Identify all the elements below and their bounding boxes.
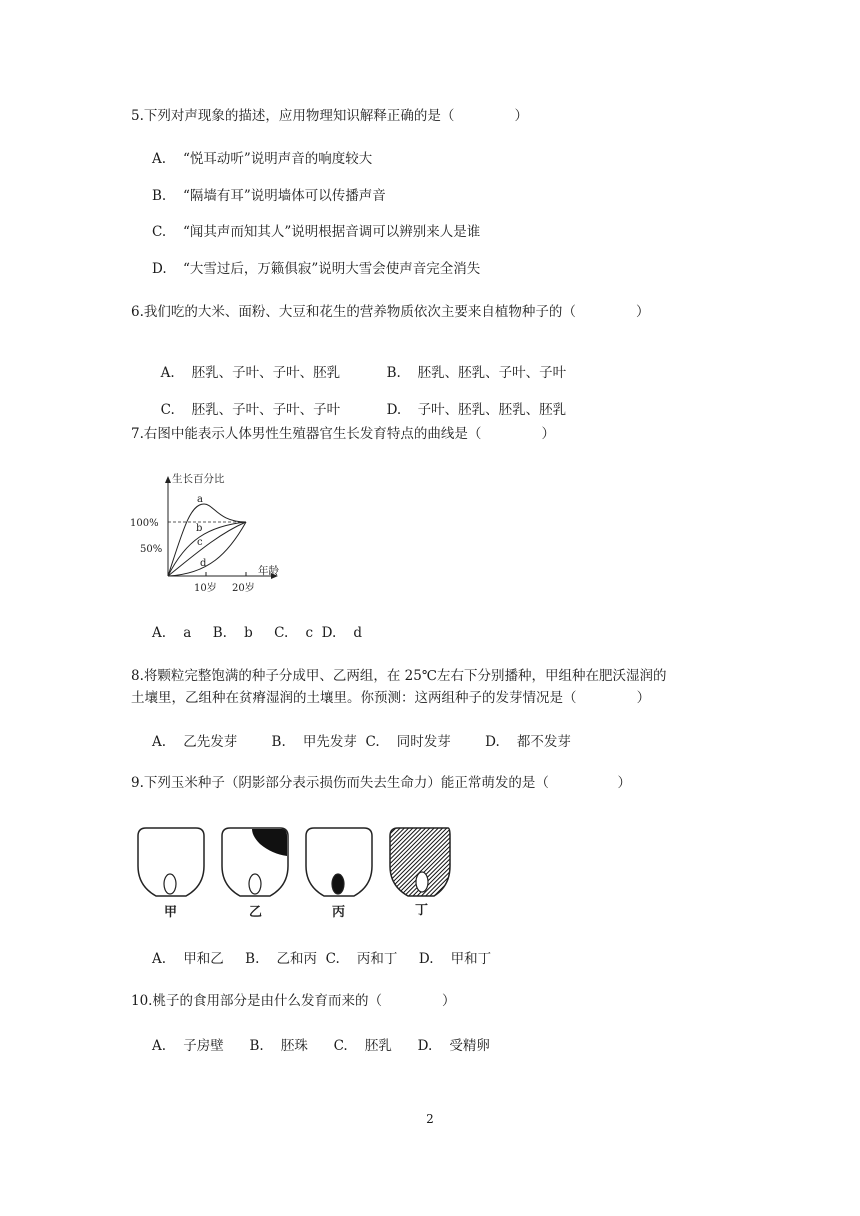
q7-stem: 7.右图中能表示人体男性生殖器官生长发育特点的曲线是（ ） [131,426,555,442]
option-letter: B. [152,188,167,204]
seed-yi [222,828,288,896]
option-text: 胚乳、胚乳、子叶、子叶 [417,365,567,381]
q6-stem: 6.我们吃的大米、面粉、大豆和花生的营养物质依次主要来自植物种子的（ ） [131,304,650,320]
option-text: “隔墙有耳”说明墙体可以传播声音 [183,188,386,204]
curve-label-a: a [197,494,203,505]
y-axis-arrow [165,476,171,483]
x-tick-label: 10岁 [194,583,217,594]
seed-label: 甲 [164,905,178,918]
page-number: 2 [426,1112,434,1126]
q8-stem-line1: 8.将颗粒完整饱满的种子分成甲、乙两组，在 25℃左右下分别播种，甲组种在肥沃湿润的 [131,668,667,684]
curve-label-c: c [197,537,203,548]
seed-jia [138,828,204,896]
q8-options: A. 乙先发芽 B. 甲先发芽 C. 同时发芽 D. 都不发芽 [152,734,571,750]
seed-label: 丙 [332,905,346,918]
option-letter: A. [152,151,167,167]
curve-label-d: d [200,558,207,569]
y-tick-label: 50% [140,544,163,555]
option-letter: D. [386,402,402,418]
curve-label-b: b [196,523,203,534]
option-text: 胚乳、子叶、子叶、胚乳 [191,365,341,381]
option-text: 胚乳、子叶、子叶、子叶 [191,402,341,418]
option-text: 子叶、胚乳、胚乳、胚乳 [417,402,567,418]
q5-option-a [152,150,372,168]
corn-seed-figure [132,824,452,918]
growth-curve-figure [128,470,288,598]
option-letter: C. [160,402,175,418]
q6-options-row1 [152,346,566,382]
x-axis-label: 年龄 [258,565,279,577]
seed-ding [390,828,450,896]
q8-stem-line2: 土壤里，乙组种在贫瘠湿润的土壤里。你预测：这两组种子的发芽情况是（ ） [131,690,651,706]
q5-option-d [152,260,480,278]
q6-options-row2 [152,383,566,419]
q5-stem: 5.下列对声现象的描述，应用物理知识解释正确的是（ ） [131,108,528,124]
q7-options: A. a B. b C. c D. d [152,625,363,641]
x-tick-label: 20岁 [232,583,255,594]
seed-bing [306,828,372,896]
option-text: “悦耳动听”说明声音的响度较大 [183,151,373,167]
q10-stem: 10.桃子的食用部分是由什么发育而来的（ ） [131,993,456,1009]
q9-options: A. 甲和乙 B. 乙和丙 C. 丙和丁 D. 甲和丁 [152,951,492,967]
curve-b [168,522,246,576]
curve-d [168,522,246,576]
q9-stem: 9.下列玉米种子（阴影部分表示损伤而失去生命力）能正常萌发的是（ ） [131,775,632,791]
y-tick-label: 100% [130,518,159,529]
curve-c [168,522,246,576]
option-text: “闻其声而知其人”说明根据音调可以辨别来人是谁 [183,224,481,240]
q5-option-b [152,187,386,205]
option-letter: B. [386,365,401,381]
q5-option-c [152,223,480,241]
option-letter: A. [160,365,175,381]
option-letter: D. [152,261,167,277]
option-letter: C. [152,224,167,240]
option-text: “大雪过后，万籁俱寂”说明大雪会使声音完全消失 [183,261,481,277]
q10-options: A. 子房壁 B. 胚珠 C. 胚乳 D. 受精卵 [152,1038,490,1054]
seed-label: 丁 [415,903,429,918]
seed-label: 乙 [249,905,263,918]
y-axis-label: 生长百分比 [172,473,225,485]
